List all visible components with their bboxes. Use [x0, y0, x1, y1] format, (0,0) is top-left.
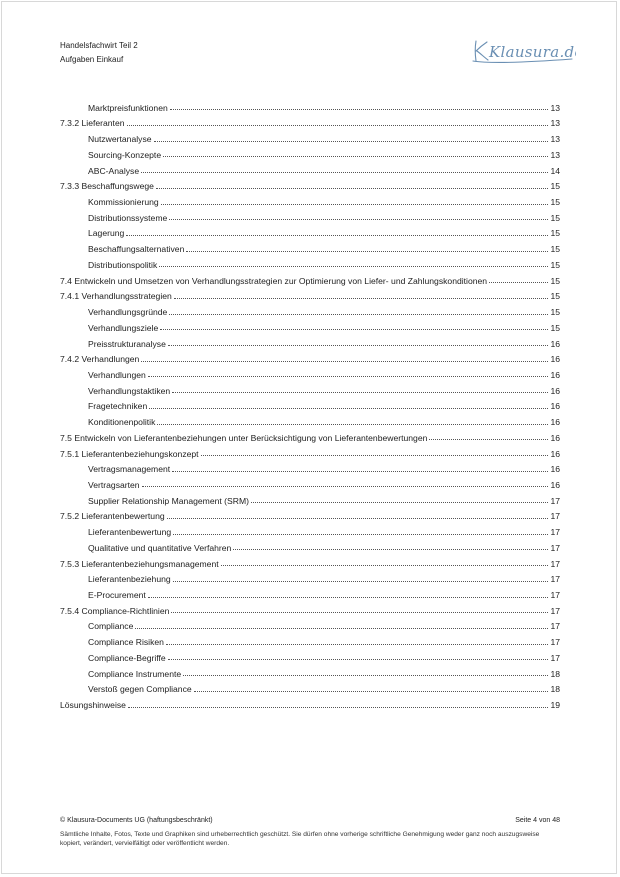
toc-entry[interactable]: [60, 459, 560, 475]
toc-entry[interactable]: [60, 364, 560, 380]
toc-entry-title: Preisstrukturanalyse: [88, 338, 166, 349]
toc-entry-page: 16: [550, 417, 560, 428]
toc-entry-page: 19: [550, 700, 560, 711]
toc-entry[interactable]: [60, 553, 560, 569]
toc-entry-page: 18: [550, 668, 560, 679]
toc-entry-page: 16: [550, 432, 560, 443]
toc-entry-title: Compliance Instrumente: [88, 668, 182, 679]
toc-entry-title: Lösungshinweise: [60, 700, 126, 711]
toc-entry-title: Konditionenpolitik: [88, 417, 156, 428]
toc-entry-title: Fragetechniken: [88, 401, 148, 412]
toc-entry-page: 17: [550, 527, 560, 538]
toc-entry-page: 14: [550, 165, 560, 176]
toc-entry-page: 16: [550, 448, 560, 459]
toc-entry[interactable]: [60, 616, 560, 632]
toc-entry-title: Nutzwertanalyse: [88, 134, 152, 145]
toc-dot-leader: [157, 423, 548, 425]
toc-dot-leader: [201, 454, 548, 456]
toc-entry[interactable]: [60, 631, 560, 647]
toc-entry-title: 7.5.3 Lieferantenbeziehungsmanagement: [60, 558, 219, 569]
toc-dot-leader: [163, 155, 548, 157]
toc-dot-leader: [142, 485, 548, 487]
toc-entry-page: 17: [550, 590, 560, 600]
toc-entry-page: 15: [550, 259, 560, 270]
toc-entry-page: 16: [550, 401, 560, 412]
toc-entry-page: 16: [550, 385, 560, 396]
toc-entry-title: Beschaffungsalternativen: [88, 244, 185, 255]
toc-entry-title: ABC-Analyse: [88, 165, 140, 176]
toc-entry[interactable]: [60, 427, 560, 443]
toc-entry-page: 16: [550, 464, 560, 475]
toc-dot-leader: [161, 203, 548, 205]
toc-entry[interactable]: [60, 396, 560, 412]
toc-entry[interactable]: [60, 694, 560, 710]
toc-entry[interactable]: [60, 333, 560, 349]
toc-dot-leader: [141, 171, 548, 173]
toc-dot-leader: [169, 313, 548, 315]
toc-entry[interactable]: [60, 113, 560, 129]
toc-entry[interactable]: [60, 97, 560, 113]
toc-entry-page: 15: [550, 244, 560, 255]
page-header: [60, 39, 138, 67]
toc-entry-page: 17: [550, 511, 560, 522]
toc-entry[interactable]: [60, 160, 560, 176]
toc-entry[interactable]: [60, 521, 560, 537]
toc-entry-page: 17: [550, 558, 560, 569]
toc-entry-title: 7.5.1 Lieferantenbeziehungskonzept: [60, 448, 199, 459]
toc-dot-leader: [169, 218, 548, 220]
toc-entry-page: 16: [550, 354, 560, 365]
toc-entry-title: Verhandlungstaktiken: [88, 385, 171, 396]
toc-entry[interactable]: [60, 317, 560, 333]
page-number: Seite 4 von 48: [515, 817, 560, 824]
toc-entry-page: 13: [550, 149, 560, 160]
toc-dot-leader: [127, 124, 548, 126]
toc-entry[interactable]: [60, 474, 560, 490]
toc-entry[interactable]: [60, 584, 560, 600]
toc-entry[interactable]: [60, 349, 560, 365]
toc-entry-page: 16: [550, 479, 560, 490]
toc-entry-title: 7.3.2 Lieferanten: [60, 118, 125, 129]
toc-dot-leader: [148, 375, 548, 377]
toc-entry-title: Kommissionierung: [88, 197, 159, 208]
toc-dot-leader: [168, 344, 548, 346]
table-of-contents: [60, 97, 560, 710]
toc-entry-title: Compliance-Begriffe: [88, 652, 166, 663]
toc-entry-title: 7.4.2 Verhandlungen: [60, 354, 140, 365]
toc-entry[interactable]: [60, 569, 560, 585]
toc-entry-title: Marktpreisfunktionen: [88, 102, 168, 113]
toc-entry[interactable]: [60, 380, 560, 396]
toc-entry-title: E-Procurement: [88, 590, 146, 600]
toc-entry-title: 7.5 Entwickeln von Lieferantenbeziehungen unter Berücksichtigung von Lieferantenbewertungen: [60, 432, 428, 443]
toc-dot-leader: [128, 706, 548, 708]
toc-entry-title: Lieferantenbeziehung: [88, 574, 171, 585]
toc-dot-leader: [156, 187, 548, 189]
toc-entry-page: 17: [550, 542, 560, 553]
toc-entry-title: Compliance: [88, 621, 134, 632]
toc-dot-leader: [160, 328, 548, 330]
toc-entry-title: Sourcing-Konzepte: [88, 149, 162, 160]
header-subtitle: Aufgaben Einkauf: [60, 55, 124, 64]
toc-entry-page: 17: [550, 621, 560, 632]
toc-dot-leader: [135, 627, 548, 629]
svg-text:Klausura.de: Klausura.de: [489, 43, 576, 61]
toc-entry-title: Compliance Risiken: [88, 637, 164, 648]
toc-entry[interactable]: [60, 411, 560, 427]
toc-entry-page: 13: [550, 134, 560, 145]
toc-entry[interactable]: [60, 144, 560, 160]
toc-dot-leader: [233, 548, 548, 550]
toc-entry[interactable]: [60, 443, 560, 459]
toc-dot-leader: [159, 265, 548, 267]
toc-entry[interactable]: [60, 176, 560, 192]
toc-entry-page: 17: [550, 495, 560, 506]
toc-entry[interactable]: [60, 286, 560, 302]
toc-dot-leader: [173, 533, 548, 535]
toc-entry-title: Supplier Relationship Management (SRM): [88, 495, 249, 506]
toc-entry-page: 17: [550, 637, 560, 648]
toc-entry-title: 7.4 Entwickeln und Umsetzen von Verhandlungsstrategien zur Optimierung von Liefer- und Zahlungskonditionen: [60, 275, 488, 286]
toc-dot-leader: [149, 407, 548, 409]
toc-dot-leader: [154, 140, 548, 142]
toc-entry[interactable]: [60, 238, 560, 254]
toc-dot-leader: [168, 658, 548, 660]
toc-entry-title: 7.5.2 Lieferantenbewertung: [60, 511, 165, 522]
toc-entry[interactable]: [60, 600, 560, 616]
toc-entry-title: Vertragsarten: [88, 479, 140, 490]
toc-entry-page: 15: [550, 212, 560, 223]
toc-entry-page: 13: [550, 118, 560, 129]
toc-dot-leader: [173, 580, 548, 582]
toc-entry-title: Distributionspolitik: [88, 259, 158, 270]
toc-entry-title: Qualitative und quantitative Verfahren: [88, 542, 232, 553]
toc-entry-page: 13: [550, 102, 560, 113]
toc-entry[interactable]: [60, 537, 560, 553]
toc-dot-leader: [167, 517, 548, 519]
toc-entry-title: Lieferantenbewertung: [88, 527, 172, 538]
toc-entry[interactable]: [60, 506, 560, 522]
page-footer: [60, 816, 560, 849]
toc-entry-page: 16: [550, 369, 560, 380]
toc-entry[interactable]: [60, 254, 560, 270]
toc-dot-leader: [183, 674, 548, 676]
footer-copyright: © Klausura-Documents UG (haftungsbeschränkt): [60, 817, 213, 824]
toc-entry[interactable]: [60, 270, 560, 286]
toc-entry-title: 7.3.3 Beschaffungswege: [60, 181, 154, 192]
toc-entry-page: 17: [550, 605, 560, 616]
toc-entry-page: 16: [550, 338, 560, 349]
toc-dot-leader: [171, 611, 548, 613]
toc-entry-title: 7.4.1 Verhandlungsstrategien: [60, 291, 172, 302]
toc-dot-leader: [429, 438, 548, 440]
klausura-logo: [472, 38, 576, 69]
toc-dot-leader: [172, 470, 548, 472]
footer-copyright-note: Sämtliche Inhalte, Fotos, Texte und Graphiken sind urheberrechtlich geschützt. Sie dürfen ohne vorherige schriftliche Genehmigung weder ganz noch auszugsweise kopiert, verändert, vervielfältigt oder veröffentlicht werden.: [60, 830, 540, 847]
toc-entry-title: Verhandlungsziele: [88, 322, 159, 333]
toc-entry-page: 15: [550, 197, 560, 208]
toc-entry-title: Verhandlungsgründe: [88, 307, 168, 318]
toc-dot-leader: [251, 501, 548, 503]
toc-entry[interactable]: [60, 663, 560, 679]
toc-entry-title: 7.5.4 Compliance-Richtlinien: [60, 605, 170, 616]
toc-dot-leader: [194, 690, 548, 692]
toc-entry-page: 15: [550, 228, 560, 239]
toc-dot-leader: [186, 250, 548, 252]
toc-dot-leader: [221, 564, 548, 566]
toc-entry[interactable]: [60, 191, 560, 207]
toc-dot-leader: [148, 596, 548, 598]
toc-dot-leader: [174, 297, 548, 299]
toc-dot-leader: [489, 281, 548, 283]
toc-entry[interactable]: [60, 128, 560, 144]
toc-entry[interactable]: [60, 647, 560, 663]
toc-dot-leader: [126, 234, 548, 236]
klausura-logo-icon: [472, 38, 576, 64]
header-title: Handelsfachwirt Teil 2: [60, 41, 138, 50]
toc-dot-leader: [166, 643, 548, 645]
toc-entry-title: Lagerung: [88, 228, 125, 239]
toc-entry[interactable]: [60, 679, 560, 695]
toc-entry-page: 15: [550, 181, 560, 192]
toc-entry[interactable]: [60, 223, 560, 239]
toc-entry-page: 18: [550, 684, 560, 695]
toc-entry-page: 17: [550, 652, 560, 663]
toc-dot-leader: [172, 391, 548, 393]
toc-entry-title: Verstoß gegen Compliance: [88, 684, 192, 695]
toc-entry-page: 15: [550, 322, 560, 333]
toc-entry-page: 15: [550, 307, 560, 318]
toc-entry-page: 15: [550, 275, 560, 286]
toc-entry[interactable]: [60, 301, 560, 317]
toc-entry-title: Vertragsmanagement: [88, 464, 171, 475]
toc-entry-page: 17: [550, 574, 560, 585]
toc-entry[interactable]: [60, 207, 560, 223]
toc-entry-title: Verhandlungen: [88, 369, 146, 380]
toc-dot-leader: [141, 360, 548, 362]
toc-entry-page: 15: [550, 291, 560, 302]
toc-entry[interactable]: [60, 490, 560, 506]
toc-entry-title: Distributionssysteme: [88, 212, 168, 223]
toc-dot-leader: [170, 108, 548, 110]
